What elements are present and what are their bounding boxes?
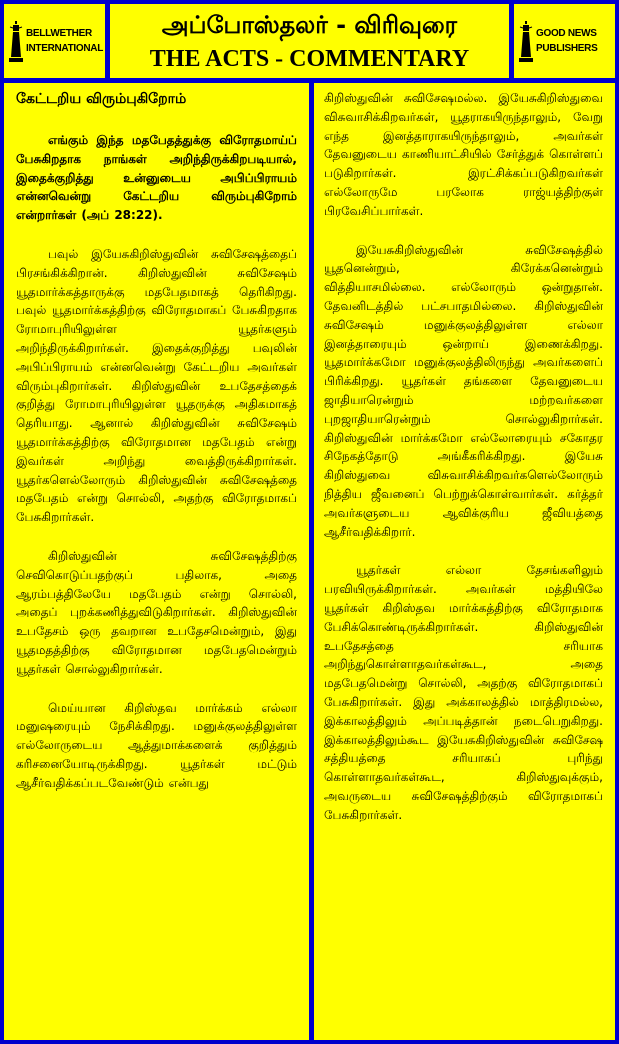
lighthouse-icon [8,19,24,63]
paragraph: கிறிஸ்துவின் சுவிசேஷமல்ல. இயேசுகிறிஸ்துவை விசுவாசிக்கிறவர்கள், யூதராகயிருந்தாலும், வேறு எந்த இனத்தாராகயிருந்தாலும், அவர்கள் தேவனுடைய காணியாட்சியில் சேர்த்துக் கொள்ளப் படுகிறார்கள். இரட்சிக்கப்படுகிறவர்கள் எல்லோருமே பரலோக ராஜ்யத்திற்குள் பிரவேசிப்பார்கள். [324,91,603,218]
right-logo-line1: GOOD NEWS [536,28,597,39]
left-column [4,83,309,1040]
lighthouse-icon [518,19,534,63]
paragraph: யூதர்கள் எல்லா தேசங்களிலும் பரவியிருக்கிறார்கள். அவர்கள் மத்தியிலே யூதர்கள் கிறிஸ்தவ மார்க்கத்திற்கு விரோதமாக பேசிக்கொண்டிருக்கிறார்கள். கிறிஸ்துவின் உபதேசத்தை சரியாக அறிந்துகொள்ளாதவர்கள்கூட, அதை மதபேதமென்று சொல்லி, அதற்கு விரோதமாகப் பேசுகிறார்கள். இது அக்காலத்தில் மாத்திரமல்ல, இக்காலத்திலும் அப்படித்தான் நடைபெறுகிறது. இக்காலத்திலும்கூட இயேசுகிறிஸ்துவின் சுவிசேஷ சத்தியத்தை சரியாகப் புரிந்து கொள்ளாதவர்கள்கூட, கிறிஸ்துவுக்கும், அவருடைய சுவிசேஷத்திற்கும் விரோதமாகப் பேசுகிறார்கள். [324,563,603,822]
section-title: கேட்டறிய விரும்புகிறோம் [16,91,187,107]
paragraph: பவுல் இயேசுகிறிஸ்துவின் சுவிசேஷத்தைப் பிரசங்கிக்கிறான். கிறிஸ்துவின் சுவிசேஷம் யூதமார்க்கத்தாருக்கு மதபேதமாகத் தெரிகிறது. பவுல் யூதமார்க்கத்திற்கு விரோதமாகப் பேசுகிறதாக ரோமாபுரியிலுள்ள யூதர்களும் அறிந்திருக்கிறார்கள். இதைக்குறித்து பவுலின் அபிப்பிராயம் என்னவென்று கேட்டறிய அவர்கள் விரும்புகிறார்கள். கிறிஸ்துவின் உபதேசத்தைக் குறித்து ரோமாபுரியிலுள்ள யூதருக்கு அதிகமாகத் தெரியாது. ஆனால் கிறிஸ்துவின் சுவிசேஷம் யூதமார்க்கத்திற்கு விரோதமான மதபேதம் என்று இவர்கள் அறிந்து வைத்திருக்கிறார்கள். யூதர்களெல்லோரும் கிறிஸ்துவின் சுவிசேஷத்தை மதபேதம் என்று சொல்லி, அதற்கு விரோதமாகப் பேசுகிறார்கள். [16,246,297,525]
left-logo-line1: BELLWETHER [26,28,92,39]
paragraph: இயேசுகிறிஸ்துவின் சுவிசேஷத்தில் யூதனென்றும், கிரேக்கனென்றும் வித்தியாசமில்லை. எல்லோரும் ஒன்றுதான். தேவனிடத்தில் பட்சபாதமில்லை. கிறிஸ்துவின் சுவிசேஷம் மனுக்குலத்திலுள்ள எல்லா இனத்தாரையும் ஒன்றாய் இணைக்கிறது. யூதமார்க்கமோ மனுக்குலத்திலிருந்து அவர்களைப் பிரிக்கிறது. யூதர்கள் தங்களை தேவனுடைய ஜாதியாரென்றும் மற்றவர்களை புறஜாதியாரென்றும் சொல்லுகிறார்கள். கிறிஸ்துவின் மார்க்கமோ எல்லோரையும் சகோதர சிநேகத்தோடு அங்கீகரிக்கிறது. இயேசு கிறிஸ்துவை விசுவாசிக்கிறவர்களெல்லோரும் நித்திய ஜீவனைப் பெற்றுக்கொள்வார்கள். கர்த்தர் அவர்களுடைய ஆவிக்குரிய ஜீவியத்தை ஆசீர்வதிக்கிறார். [324,242,603,539]
paragraph: மெய்யான கிறிஸ்தவ மார்க்கம் எல்லா மனுஷரையும் நேசிக்கிறது. மனுக்குலத்திலுள்ள எல்லோருடைய ஆத்துமாக்களைக் குறித்தும் கரிசனையோடிருக்கிறது. யூதர்கள் மட்டும் ஆசீர்வதிக்கப்படவேண்டும் என்பது [16,700,297,790]
left-logo-line2: INTERNATIONAL [26,43,104,54]
paragraph: கிறிஸ்துவின் சுவிசேஷத்திற்கு செவிகொடுப்பதற்குப் பதிலாக, அதை ஆரம்பத்திலேயே மதபேதம் என்று சொல்லி, அதைப் புறக்கணித்துவிடுகிறார்கள். கிறிஸ்துவின் உபதேசம் ஒரு தவறான உபதேசமென்றும், இது யூதமதத்திற்கு விரோதமான மதபேதமென்றும் யூதர்கள் சொல்லுகிறார்கள். [16,548,297,676]
right-column [314,83,615,1040]
title-english: THE ACTS - COMMENTARY [149,46,470,72]
intro-verse: எங்கும் இந்த மதபேதத்துக்கு விரோதமாய்ப் பேசுகிறதாக நாங்கள் அறிந்திருக்கிறபடியால், இதைக்குறித்து உன்னுடைய அபிப்பிராயம் என்னவென்று கேட்டறிய விரும்புகிறோம் என்றார்கள் (அப் 28:22). [16,133,297,223]
title-tamil: அப்போஸ்தலர் - விரிவுரை [161,11,458,39]
header-title-panel [110,4,509,78]
bellwether-logo-panel [4,4,105,78]
good-news-logo-panel [514,4,615,78]
right-logo-line2: PUBLISHERS [536,43,598,54]
